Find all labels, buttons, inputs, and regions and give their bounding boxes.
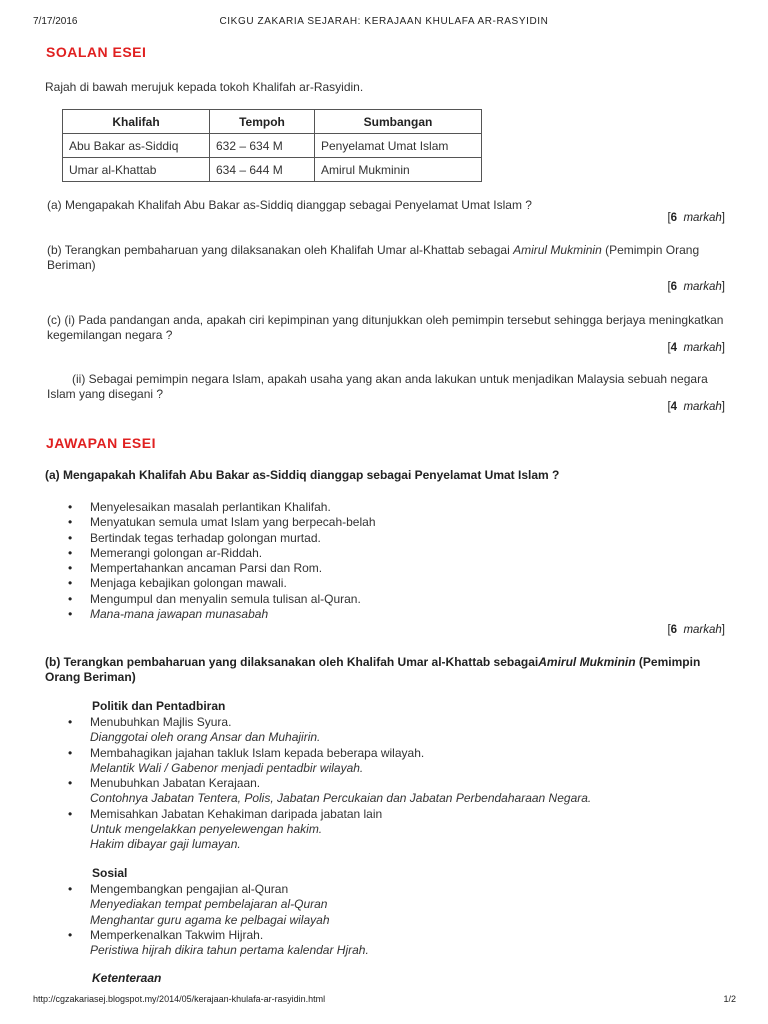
- ketenteraan-title: Ketenteraan: [92, 971, 162, 985]
- soalan-title: SOALAN ESEI: [46, 44, 147, 60]
- politik-list: [65, 715, 725, 853]
- list-item: • Menyelesaikan masalah perlantikan Khalifah.: [65, 500, 705, 515]
- khalifah-table: [62, 109, 482, 182]
- list-item: • Mana-mana jawapan munasabah: [65, 607, 705, 622]
- column-header: Khalifah: [63, 110, 210, 134]
- table-header-row: [63, 110, 482, 134]
- list-item: • Menubuhkan Majlis Syura. Dianggotai oleh orang Ansar dan Muhajirin.: [65, 715, 725, 746]
- list-item: • Memperkenalkan Takwim Hijrah. Peristiwa hijrah dikira tahun pertama kalendar Hjrah.: [65, 928, 725, 959]
- list-item: • Mengumpul dan menyalin semula tulisan al-Quran.: [65, 592, 705, 607]
- question-b-marks: [6 markah]: [667, 281, 725, 293]
- table-row: [63, 158, 482, 182]
- question-a: (a) Mengapakah Khalifah Abu Bakar as-Siddiq dianggap sebagai Penyelamat Umat Islam ?: [47, 198, 532, 212]
- list-item: • Menyatukan semula umat Islam yang berpecah-belah: [65, 515, 705, 530]
- question-c-ii: (ii) Sebagai pemimpin negara Islam, apakah usaha yang akan anda lakukan untuk menjadikan Malaysia sebuah negara Islam yang disegani ?: [47, 372, 708, 401]
- question-c-ii-marks: [4 markah]: [667, 401, 725, 413]
- table-cell: 634 – 644 M: [210, 158, 315, 182]
- list-item: • Menubuhkan Jabatan Kerajaan. Contohnya Jabatan Tentera, Polis, Jabatan Percukaian dan Jabatan Perbendaharaan Negara.: [65, 776, 725, 807]
- list-item: • Menjaga kebajikan golongan mawali.: [65, 576, 705, 591]
- page-header-title: CIKGU ZAKARIA SEJARAH: KERAJAAN KHULAFA AR-RASYIDIN: [219, 16, 549, 27]
- column-header: Tempoh: [210, 110, 315, 134]
- list-item: • Bertindak tegas terhadap golongan murtad.: [65, 531, 705, 546]
- table-row: [63, 134, 482, 158]
- list-item: • Membahagikan jajahan takluk Islam kepada beberapa wilayah. Melantik Wali / Gabenor menjadi pentadbir wilayah.: [65, 746, 725, 777]
- answer-a-list: [65, 500, 705, 622]
- answer-a-marks: [6 markah]: [667, 624, 725, 636]
- answer-a-heading: (a) Mengapakah Khalifah Abu Bakar as-Siddiq dianggap sebagai Penyelamat Umat Islam ?: [45, 468, 560, 482]
- question-a-marks: [6 markah]: [667, 212, 725, 224]
- question-c-i-marks: [4 markah]: [667, 342, 725, 354]
- politik-title: Politik dan Pentadbiran: [92, 699, 226, 713]
- list-item: • Memerangi golongan ar-Riddah.: [65, 546, 705, 561]
- answer-b-heading: (b) Terangkan pembaharuan yang dilaksanakan oleh Khalifah Umar al-Khattab sebagaiAmirul Mukminin (Pemimpin Orang Beriman): [45, 655, 701, 684]
- table-cell: Abu Bakar as-Siddiq: [63, 134, 210, 158]
- question-b: (b) Terangkan pembaharuan yang dilaksanakan oleh Khalifah Umar al-Khattab sebagai Amirul Mukminin (Pemimpin Orang Beriman): [47, 243, 700, 272]
- question-c-i: (c) (i) Pada pandangan anda, apakah ciri kepimpinan yang ditunjukkan oleh pemimpin tersebut sehingga berjaya meningkatkan kegemilangan negara ?: [47, 313, 724, 342]
- table-cell: Umar al-Khattab: [63, 158, 210, 182]
- sosial-list: [65, 882, 725, 958]
- sosial-title: Sosial: [92, 866, 128, 880]
- page-number: 1/2: [723, 994, 736, 1004]
- page-url: http://cgzakariasej.blogspot.my/2014/05/kerajaan-khulafa-ar-rasyidin.html: [33, 994, 326, 1004]
- column-header: Sumbangan: [315, 110, 482, 134]
- table-cell: Penyelamat Umat Islam: [315, 134, 482, 158]
- jawapan-title: JAWAPAN ESEI: [46, 435, 156, 451]
- list-item: • Mempertahankan ancaman Parsi dan Rom.: [65, 561, 705, 576]
- soalan-intro: Rajah di bawah merujuk kepada tokoh Khalifah ar-Rasyidin.: [45, 80, 364, 94]
- print-date: 7/17/2016: [33, 16, 78, 27]
- table-cell: Amirul Mukminin: [315, 158, 482, 182]
- list-item: • Memisahkan Jabatan Kehakiman daripada jabatan lain Untuk mengelakkan penyelewengan hakim. Hakim dibayar gaji lumayan.: [65, 807, 725, 853]
- list-item: • Mengembangkan pengajian al-Quran Menyediakan tempat pembelajaran al-Quran Menghantar guru agama ke pelbagai wilayah: [65, 882, 725, 928]
- table-cell: 632 – 634 M: [210, 134, 315, 158]
